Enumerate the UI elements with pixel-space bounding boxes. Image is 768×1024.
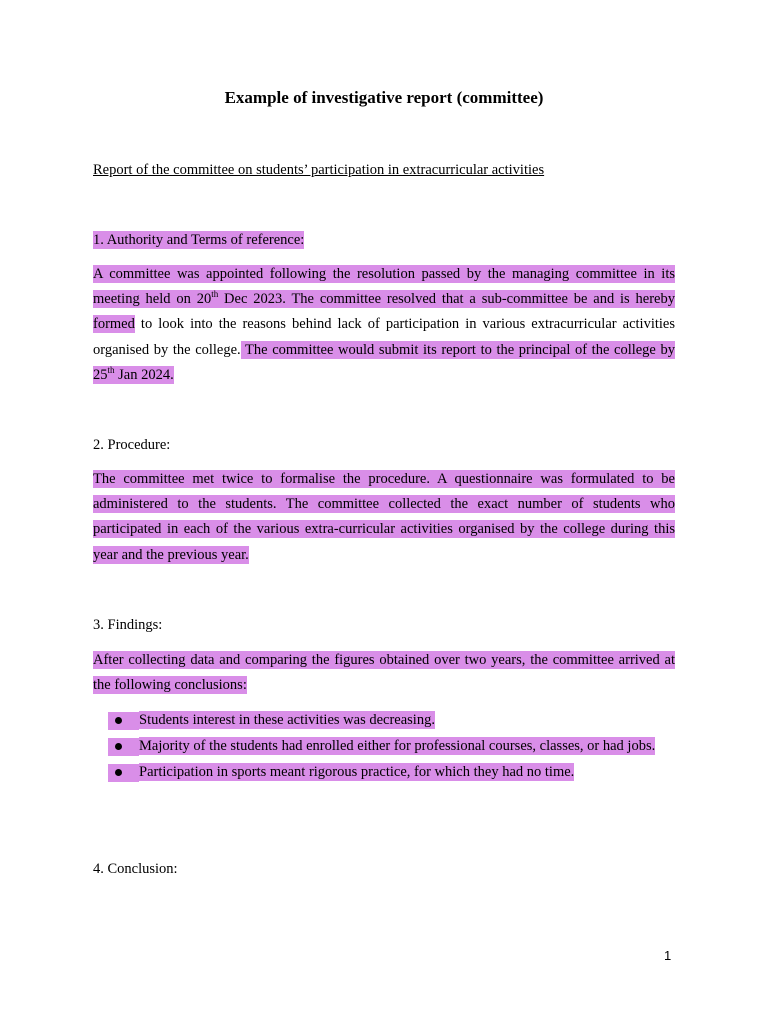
document-title: Example of investigative report (committee) <box>224 88 544 107</box>
section-2-text: The committee met twice to formalise the procedure. A questionnaire was formulated to be administered to the students. The committee collected the exact number of students who participated in each of the various extra-curricular activities organised by the college during this year and the previous year. <box>93 471 675 563</box>
list-item-text: Students interest in these activities was decreasing. <box>139 712 435 728</box>
section-1-text-b: Dec 2023. The committee resolved that a sub-committee be and is hereby formed <box>93 291 675 333</box>
section-1-text-d: The committee would submit its report to the principal of the college by 25 <box>93 341 675 383</box>
bullet-icon <box>108 738 139 756</box>
list-item-text: Majority of the students had enrolled either for professional courses, classes, or had jobs. <box>139 738 656 754</box>
section-1-text-e: Jan 2024. <box>114 366 174 383</box>
list-item <box>93 760 675 786</box>
section-1-heading <box>93 230 304 250</box>
section-2-paragraph <box>93 467 675 568</box>
section-4-heading: 4. Conclusion: <box>93 861 178 877</box>
section-1-heading-text: 1. Authority and Terms of reference: <box>93 232 305 248</box>
findings-list <box>93 708 675 786</box>
section-1-paragraph <box>93 262 675 388</box>
list-item <box>93 734 675 760</box>
page-number: 1 <box>664 948 672 963</box>
section-3-heading: 3. Findings: <box>93 617 163 633</box>
section-1-text-a: A committee was appointed following the resolution passed by the managing committee in its meeting held on 20 <box>93 266 675 308</box>
section-1-sup-1: th <box>211 289 219 300</box>
list-item-text: Participation in sports meant rigorous practice, for which they had no time. <box>139 764 575 780</box>
section-1-sup-2: th <box>107 364 115 375</box>
list-item <box>93 708 675 734</box>
section-3-paragraph <box>93 648 675 698</box>
report-subtitle: Report of the committee on students’ participation in extracurricular activities <box>93 162 545 178</box>
section-2-heading: 2. Procedure: <box>93 437 171 453</box>
bullet-icon <box>108 764 139 782</box>
section-3-text: After collecting data and comparing the figures obtained over two years, the committee arrived at the following conclusions: <box>93 652 675 694</box>
section-1-text-c: to look into the reasons behind lack of participation in various extracurricular activities organised by the college. <box>93 316 675 358</box>
bullet-icon <box>108 712 139 730</box>
